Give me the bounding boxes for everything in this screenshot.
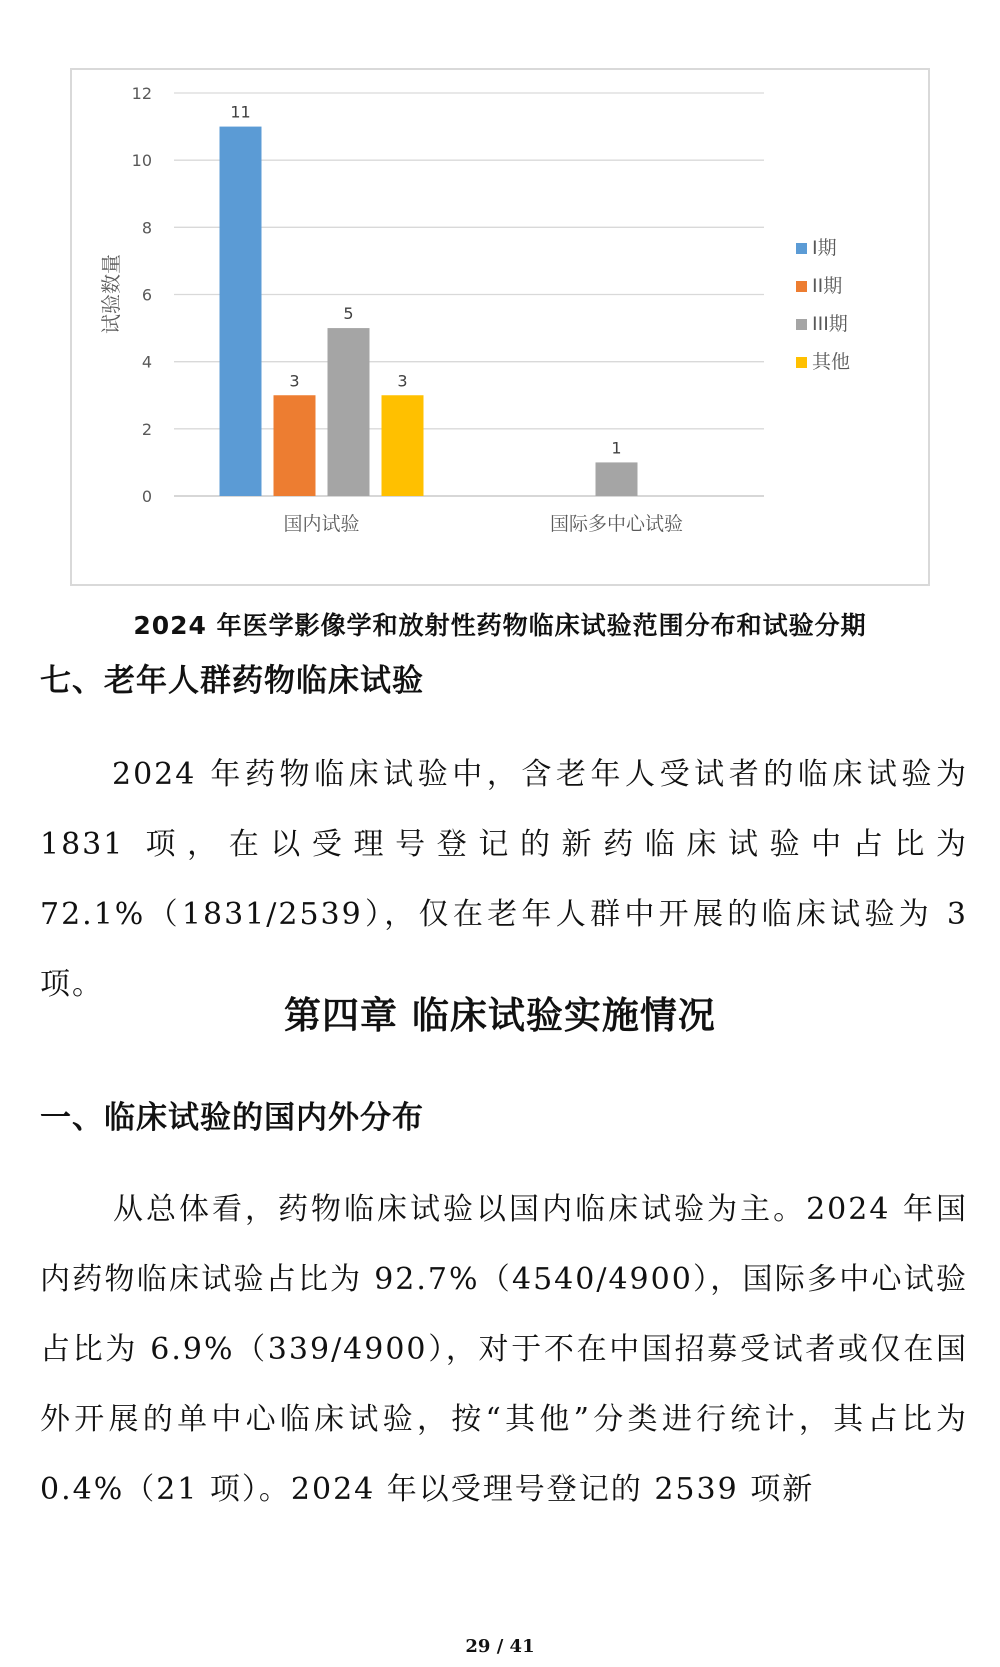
bar xyxy=(328,328,370,496)
legend-swatch xyxy=(796,319,807,330)
section-7-text: 2024 年药物临床试验中，含老年人受试者的临床试验为 1831 项，在以受理号登记的新药临床试验中占比为 72.1%（1831/2539），仅在老年人群中开展的临床试验为 3 项。 xyxy=(40,757,968,1002)
data-label: 3 xyxy=(289,371,300,391)
section-7-paragraph xyxy=(40,740,968,1020)
y-tick-label: 8 xyxy=(141,218,152,238)
bar xyxy=(382,395,424,496)
x-category-label: 国内试验 xyxy=(283,513,360,535)
y-tick-label: 4 xyxy=(141,352,152,372)
bar xyxy=(596,462,638,496)
bar xyxy=(274,395,316,496)
legend-label: III期 xyxy=(812,313,848,335)
figure-caption: 2024 年医学影像学和放射性药物临床试验范围分布和试验分期 xyxy=(133,611,867,640)
bar-chart xyxy=(72,70,928,584)
section-heading-1: 一、临床试验的国内外分布 xyxy=(40,1100,424,1136)
legend-label: 其他 xyxy=(812,351,851,373)
data-label: 1 xyxy=(611,438,622,458)
y-tick-label: 0 xyxy=(141,487,152,506)
legend-label: I期 xyxy=(812,237,837,259)
data-label: 3 xyxy=(397,371,408,391)
page-number: 29 / 41 xyxy=(465,1636,535,1657)
y-tick-label: 2 xyxy=(141,419,152,439)
legend-swatch xyxy=(796,357,807,368)
y-tick-label: 12 xyxy=(131,84,152,103)
section-heading-7: 七、老年人群药物临床试验 xyxy=(40,663,424,699)
section-1-paragraph xyxy=(40,1175,968,1525)
section-1-text: 从总体看，药物临床试验以国内临床试验为主。2024 年国内药物临床试验占比为 92.7%（4540/4900），国际多中心试验占比为 6.9%（339/4900），对于不在中国招募受试者或仅在国外开展的单中心临床试验，按“其他”分类进行统计，其占比为 0.4%（21 项）。2024 年以受理号登记的 2539 项新 xyxy=(40,1192,968,1507)
y-axis-label: 试验数量 xyxy=(99,254,123,334)
bar xyxy=(220,127,262,496)
y-tick-label: 6 xyxy=(141,285,152,305)
legend-swatch xyxy=(796,243,807,254)
legend-label: II期 xyxy=(812,275,843,297)
data-label: 5 xyxy=(343,304,354,324)
chapter-title: 第四章 临床试验实施情况 xyxy=(284,994,716,1037)
data-label: 11 xyxy=(230,102,251,122)
x-category-label: 国际多中心试验 xyxy=(549,513,684,535)
y-tick-label: 10 xyxy=(131,151,152,171)
chart-container xyxy=(70,68,930,586)
legend-swatch xyxy=(796,281,807,292)
